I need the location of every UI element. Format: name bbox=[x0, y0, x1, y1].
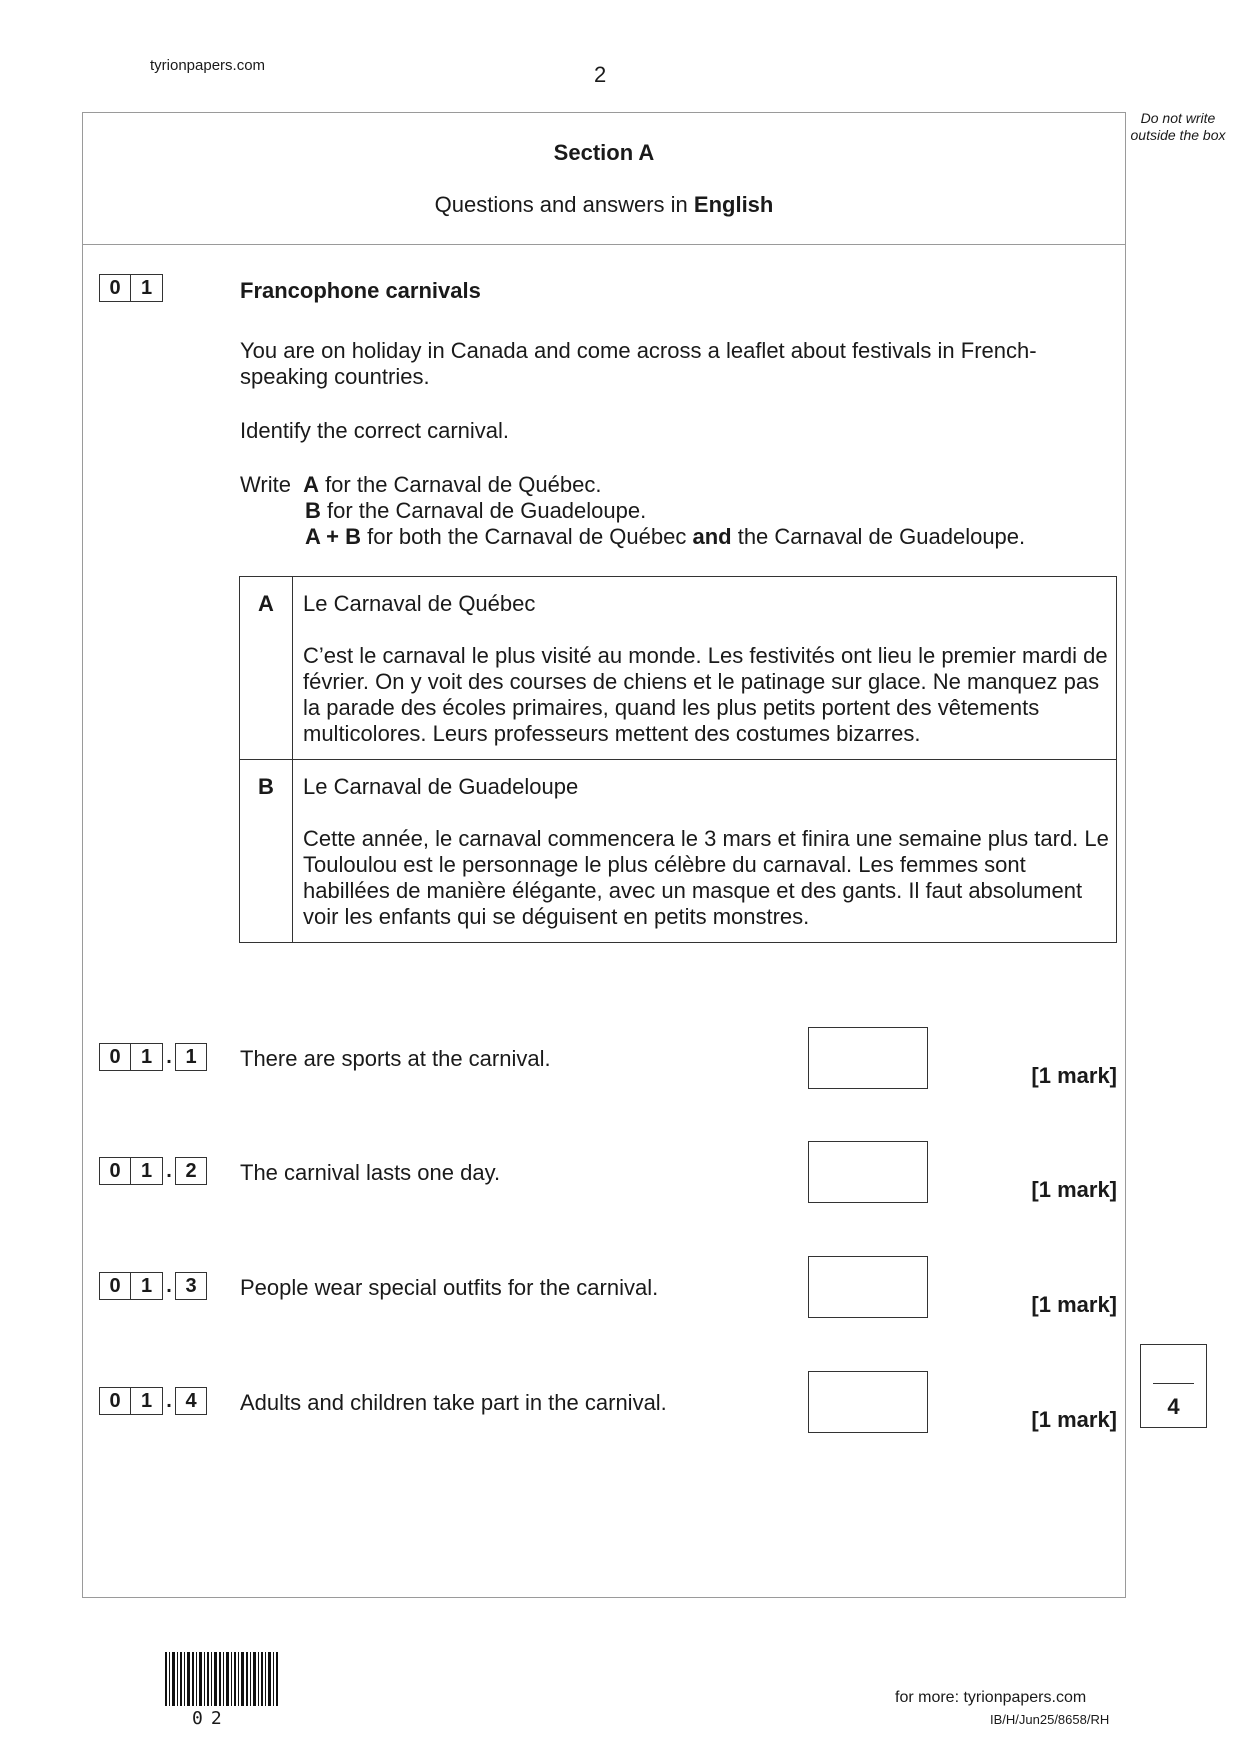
carnival-content bbox=[293, 760, 1117, 943]
subquestion-digit: 1 bbox=[131, 1157, 163, 1185]
subquestion-text: The carnival lasts one day. bbox=[240, 1160, 501, 1185]
option-text-b: for the Carnaval de Guadeloupe. bbox=[320, 498, 647, 523]
page-number: 2 bbox=[594, 62, 607, 87]
question-digit: 1 bbox=[131, 274, 163, 302]
barcode-number: 02 bbox=[192, 1708, 230, 1729]
total-marks-value: 4 bbox=[1167, 1394, 1180, 1419]
mark-label: [1 mark] bbox=[1031, 1407, 1117, 1432]
mark-label: [1 mark] bbox=[1031, 1292, 1117, 1317]
subquestion-dot: . bbox=[166, 1389, 172, 1412]
carnival-letter: A bbox=[240, 577, 293, 760]
subquestion-digit: 0 bbox=[99, 1387, 131, 1415]
option-key-b: B bbox=[305, 498, 321, 523]
section-subtitle bbox=[82, 192, 1126, 218]
footer-code: IB/H/Jun25/8658/RH bbox=[990, 1712, 1110, 1727]
subquestion-digit: 1 bbox=[175, 1043, 207, 1071]
subquestion-number bbox=[99, 1043, 207, 1071]
subquestion-digit: 0 bbox=[99, 1272, 131, 1300]
subquestion-text: There are sports at the carnival. bbox=[240, 1046, 551, 1071]
write-label: Write bbox=[240, 472, 291, 497]
carnival-description: Cette année, le carnaval commencera le 3 mars et finira une semaine plus tard. Le Touloulou est le personnage le plus célèbre du carnaval. Les femmes sont habillées de manière élégante, avec un masque et des gants. Il faut absolument voir les enfants qui se déguisent en petits monstres. bbox=[303, 826, 1109, 929]
subquestion-digit: 1 bbox=[131, 1043, 163, 1071]
write-option-ab bbox=[305, 524, 1025, 550]
subquestion-digit: 1 bbox=[131, 1272, 163, 1300]
subquestion-text: Adults and children take part in the carnival. bbox=[240, 1390, 667, 1415]
write-option-b bbox=[305, 498, 646, 524]
section-title: Section A bbox=[553, 140, 655, 165]
carnival-name: Le Carnaval de Guadeloupe bbox=[303, 774, 579, 799]
footer-more-link: for more: tyrionpapers.com bbox=[895, 1689, 1087, 1706]
carnival-name: Le Carnaval de Québec bbox=[303, 591, 536, 616]
barcode-image bbox=[165, 1652, 279, 1706]
answer-box[interactable] bbox=[808, 1371, 928, 1433]
subquestion-number bbox=[99, 1272, 207, 1300]
carnival-row-b bbox=[240, 760, 1117, 943]
subquestion-digit: 3 bbox=[175, 1272, 207, 1300]
subquestion-digit: 1 bbox=[131, 1387, 163, 1415]
mark-label: [1 mark] bbox=[1031, 1063, 1117, 1088]
section-subtitle-prefix: Questions and answers in bbox=[434, 192, 694, 217]
subquestion-number bbox=[99, 1387, 207, 1415]
option-text-a: for the Carnaval de Québec. bbox=[318, 472, 602, 497]
question-title: Francophone carnivals bbox=[240, 278, 481, 303]
option-key-ab: A + B bbox=[305, 524, 362, 549]
subquestion-dot: . bbox=[166, 1045, 172, 1068]
site-name: tyrionpapers.com bbox=[150, 57, 266, 74]
carnival-letter: B bbox=[240, 760, 293, 943]
option-text-ab-2: the Carnaval de Guadeloupe. bbox=[731, 524, 1026, 549]
answer-box[interactable] bbox=[808, 1141, 928, 1203]
answer-box[interactable] bbox=[808, 1027, 928, 1089]
subquestion-dot: . bbox=[166, 1274, 172, 1297]
subquestion-digit: 0 bbox=[99, 1043, 131, 1071]
carnival-table bbox=[239, 576, 1117, 943]
option-text-ab-1: for both the Carnaval de Québec bbox=[361, 524, 693, 549]
subquestion-number bbox=[99, 1157, 207, 1185]
question-number bbox=[99, 274, 163, 302]
answer-box[interactable] bbox=[808, 1256, 928, 1318]
option-text-ab-bold: and bbox=[692, 524, 732, 549]
question-instruction: Identify the correct carnival. bbox=[240, 418, 510, 443]
carnival-description: C’est le carnaval le plus visité au monde. Les festivités ont lieu le premier mardi de février. On y voit des courses de chiens et le patinage sur glace. Ne manquez pas la parade des écoles primaires, quand les plus petits portent des vêtements multicolores. Leurs professeurs mettent des costumes bizarres. bbox=[303, 643, 1108, 746]
option-key-a: A bbox=[303, 472, 319, 497]
subquestion-digit: 2 bbox=[175, 1157, 207, 1185]
header-divider bbox=[82, 244, 1126, 245]
section-subtitle-language: English bbox=[693, 192, 774, 217]
carnival-content bbox=[293, 577, 1117, 760]
write-option-a bbox=[240, 472, 601, 498]
mark-label: [1 mark] bbox=[1031, 1177, 1117, 1202]
subquestion-text: People wear special outfits for the carnival. bbox=[240, 1275, 659, 1300]
subquestion-digit: 4 bbox=[175, 1387, 207, 1415]
question-intro: You are on holiday in Canada and come across a leaflet about festivals in French-speaking countries. bbox=[240, 338, 1037, 389]
subquestion-dot: . bbox=[166, 1159, 172, 1182]
total-marks-line bbox=[1153, 1383, 1194, 1384]
question-digit: 0 bbox=[99, 274, 131, 302]
subquestion-digit: 0 bbox=[99, 1157, 131, 1185]
carnival-row-a bbox=[240, 577, 1117, 760]
margin-note: Do not write outside the box bbox=[1130, 110, 1226, 143]
